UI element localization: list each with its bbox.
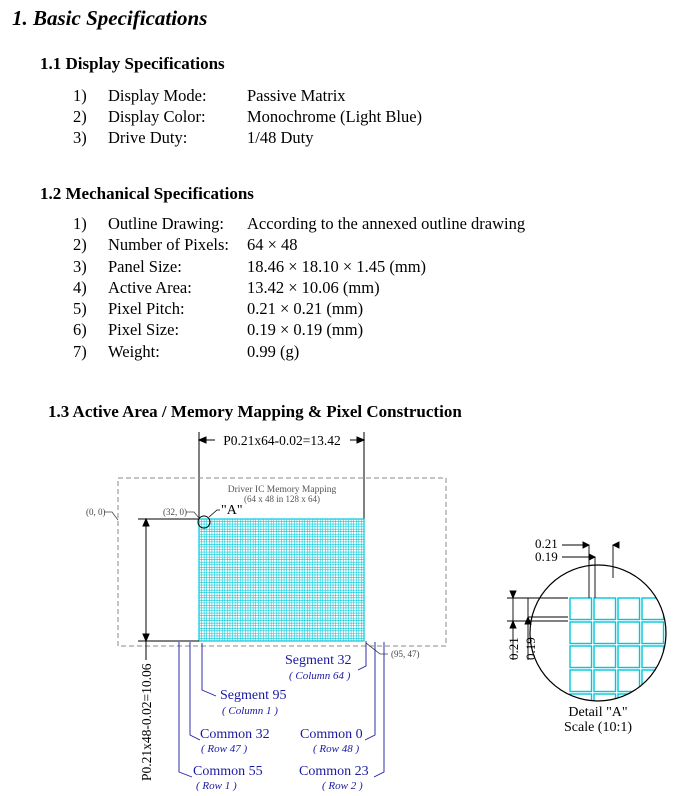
common-23-leader bbox=[374, 642, 384, 777]
spec-value: 13.42 × 10.06 (mm) bbox=[247, 278, 380, 297]
common-0-leader bbox=[365, 642, 375, 740]
detail-pitch-label-h: 0.21 bbox=[535, 536, 558, 551]
detail-a-title: Detail "A" bbox=[568, 705, 628, 720]
spec-value: 0.21 × 0.21 (mm) bbox=[247, 299, 364, 318]
spec-label: Panel Size: bbox=[108, 257, 182, 276]
spec-label: Pixel Size: bbox=[108, 320, 180, 339]
spec-value: 64 × 48 bbox=[247, 235, 298, 254]
spec-value: 0.19 × 0.19 (mm) bbox=[247, 320, 364, 339]
memory-map-title: Driver IC Memory Mapping bbox=[227, 485, 337, 495]
spec-label: Active Area: bbox=[108, 278, 192, 297]
segment-32-label: Segment 32 bbox=[285, 653, 352, 668]
height-dimension-label: P0.21x48-0.02=10.06 bbox=[139, 663, 154, 781]
row-47-label: ( Row 47 ) bbox=[201, 743, 248, 755]
spec-label: Display Color: bbox=[108, 107, 206, 126]
row-2-label: ( Row 2 ) bbox=[322, 780, 363, 792]
page-title: 1. Basic Specifications bbox=[12, 6, 208, 30]
segment-32-leader bbox=[358, 641, 366, 670]
common-32-label: Common 32 bbox=[200, 727, 270, 742]
spec-value: 0.99 (g) bbox=[247, 342, 300, 361]
coord-start-leader bbox=[186, 512, 199, 518]
spec-number: 3) bbox=[73, 257, 87, 276]
spec-label: Display Mode: bbox=[108, 86, 207, 105]
detail-pitch-label-v: 0.21 bbox=[506, 637, 521, 660]
spec-number: 7) bbox=[73, 342, 87, 361]
spec-number: 6) bbox=[73, 320, 87, 339]
spec-number: 2) bbox=[73, 235, 87, 254]
coord-origin-leader bbox=[104, 512, 118, 520]
width-dimension-label: P0.21x64-0.02=13.42 bbox=[223, 433, 341, 448]
coord-end-leader bbox=[366, 643, 388, 654]
spec-label: Outline Drawing: bbox=[108, 214, 224, 233]
detail-a-scale: Scale (10:1) bbox=[563, 720, 633, 735]
row-1-label: ( Row 1 ) bbox=[196, 780, 237, 792]
coord-origin-label: (0, 0) bbox=[86, 507, 106, 517]
column-64-label: ( Column 64 ) bbox=[289, 670, 351, 682]
spec-label: Number of Pixels: bbox=[108, 235, 229, 254]
spec-value: 1/48 Duty bbox=[247, 128, 314, 147]
common-23-label: Common 23 bbox=[299, 764, 369, 779]
common-55-label: Common 55 bbox=[193, 764, 263, 779]
spec-label: Drive Duty: bbox=[108, 128, 188, 147]
segment-95-leader bbox=[202, 643, 216, 696]
common-32-leader bbox=[190, 642, 200, 740]
detail-a-pixels bbox=[530, 565, 688, 716]
detail-size-label-h: 0.19 bbox=[535, 549, 558, 564]
column-1-label: ( Column 1 ) bbox=[222, 705, 278, 717]
spec-value: 18.46 × 18.10 × 1.45 (mm) bbox=[247, 257, 427, 276]
coord-end-label: (95, 47) bbox=[391, 649, 420, 659]
spec-value: Passive Matrix bbox=[247, 86, 346, 105]
height-dimension bbox=[138, 519, 199, 660]
spec-label: Weight: bbox=[108, 342, 160, 361]
spec-number: 1) bbox=[73, 86, 87, 105]
detail-a-leader bbox=[209, 510, 220, 517]
common-0-label: Common 0 bbox=[300, 727, 363, 742]
section-heading-mechanical: 1.2 Mechanical Specifications bbox=[40, 184, 254, 203]
spec-value: Monochrome (Light Blue) bbox=[247, 107, 423, 126]
section-heading-active-area: 1.3 Active Area / Memory Mapping & Pixel Construction bbox=[48, 402, 462, 421]
segment-95-label: Segment 95 bbox=[220, 688, 287, 703]
detail-a-label: "A" bbox=[221, 503, 243, 518]
spec-number: 3) bbox=[73, 128, 87, 147]
section-heading-display: 1.1 Display Specifications bbox=[40, 54, 225, 73]
spec-number: 1) bbox=[73, 214, 87, 233]
coord-start-label: (32, 0) bbox=[163, 507, 187, 517]
spec-number: 2) bbox=[73, 107, 87, 126]
detail-size-label-v: 0.19 bbox=[523, 637, 538, 660]
spec-number: 5) bbox=[73, 299, 87, 318]
spec-number: 4) bbox=[73, 278, 87, 297]
spec-label: Pixel Pitch: bbox=[108, 299, 185, 318]
row-48-label: ( Row 48 ) bbox=[313, 743, 360, 755]
memory-map-subtitle: (64 x 48 in 128 x 64) bbox=[244, 494, 320, 504]
spec-value: According to the annexed outline drawing bbox=[247, 214, 526, 233]
